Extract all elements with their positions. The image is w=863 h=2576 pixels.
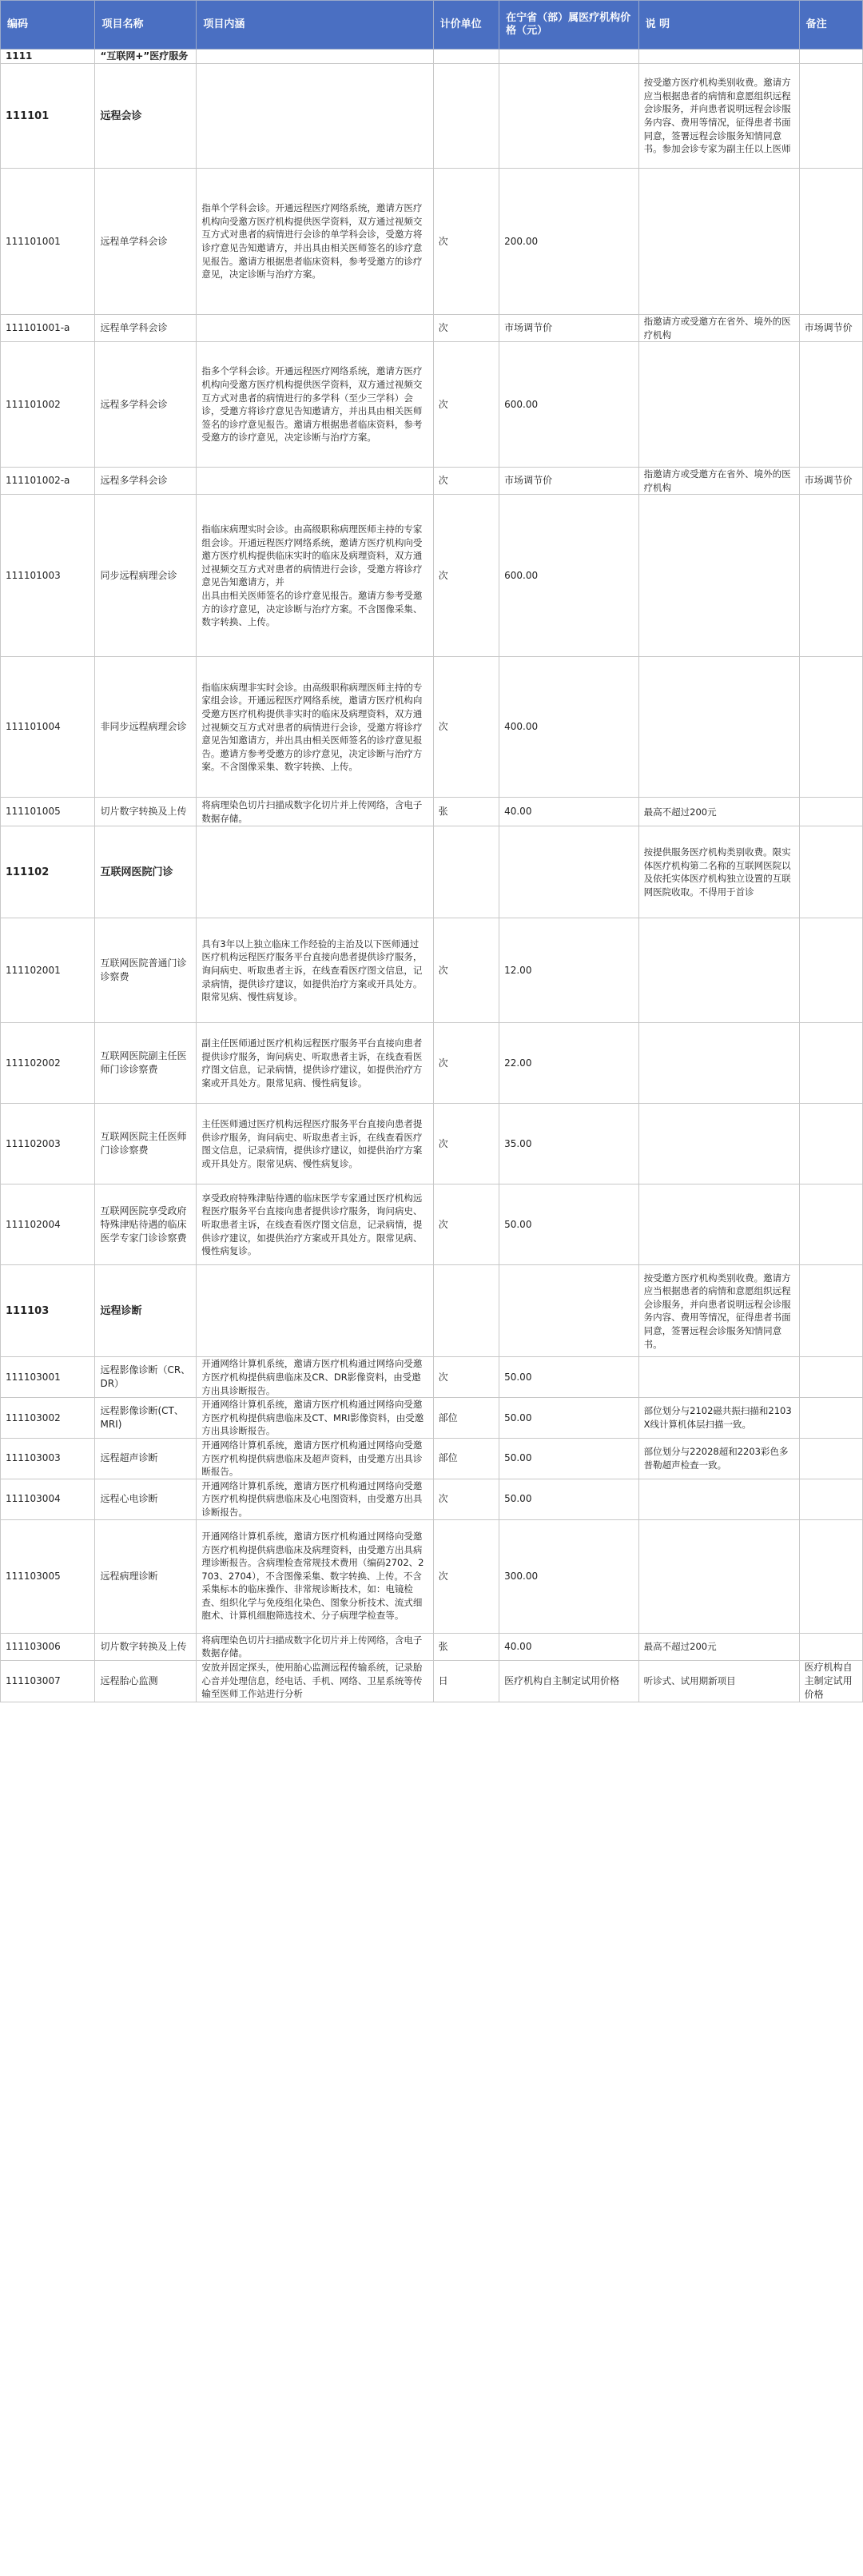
cell-unit: 次	[433, 1023, 499, 1104]
cell-price: 市场调节价	[499, 315, 639, 342]
table-row	[1, 1184, 863, 1265]
cell-unit	[433, 64, 499, 169]
cell-price	[499, 50, 639, 64]
cell-remark	[799, 1398, 862, 1439]
cell-content: 开通网络计算机系统，邀请方医疗机构通过网络向受邀方医疗机构提供病患临床及病理资料，由受邀方出具病理诊断报告。含病理检查常规技术费用（编码2702、2703、2704），不含图像采集、数字转换、上传。不含采集标本的临床操作、非常规诊断技术，如：电镜检查、组织化学与免疫组化染色、图象分析技术、流式细胞术、计算机细胞筛选技术、分子病理学检查等。	[197, 1519, 433, 1633]
cell-remark	[799, 826, 862, 918]
header-unit: 计价单位	[433, 1, 499, 50]
cell-name: 远程影像诊断（CR、DR）	[95, 1357, 197, 1398]
cell-content: 开通网络计算机系统，邀请方医疗机构通过网络向受邀方医疗机构提供病患临床及心电图资料，由受邀方出具诊断报告。	[197, 1479, 433, 1519]
cell-price	[499, 826, 639, 918]
cell-desc: 部位划分与2102磁共振扫描和2103X线计算机体层扫描一致。	[638, 1398, 799, 1439]
cell-code: 111102002	[1, 1023, 95, 1104]
cell-content	[197, 315, 433, 342]
cell-code: 111101004	[1, 657, 95, 798]
table-row	[1, 342, 863, 468]
cell-name: 远程影像诊断(CT、MRI)	[95, 1398, 197, 1439]
cell-code: 111101001-a	[1, 315, 95, 342]
cell-name: 远程超声诊断	[95, 1438, 197, 1479]
cell-remark	[799, 918, 862, 1023]
cell-remark	[799, 342, 862, 468]
table-row	[1, 798, 863, 826]
cell-unit: 次	[433, 495, 499, 657]
cell-desc	[638, 1479, 799, 1519]
cell-name: 同步远程病理会诊	[95, 495, 197, 657]
table-row	[1, 468, 863, 495]
cell-code: 111103001	[1, 1357, 95, 1398]
cell-code: 111102	[1, 826, 95, 918]
cell-content: 具有3年以上独立临床工作经验的主治及以下医师通过医疗机构远程医疗服务平台直接向患者提供诊疗服务，询问病史、听取患者主诉，在线查看医疗图文信息，记录病情，提供诊疗建议，如提供治疗方案或开具处方。限常见病、慢性病复诊。	[197, 918, 433, 1023]
table-row	[1, 1633, 863, 1660]
cell-content: 指临床病理实时会诊。由高级职称病理医师主持的专家组会诊。开通远程医疗网络系统，邀请方医疗机构向受邀方医疗机构提供临床实时的临床及病理资料，双方通过视频交互方式对患者的病情进行会诊，受邀方将诊疗意见告知邀请方，并 出具由相关医师签名的诊疗意见报告。邀请方参考受邀方的诊疗意见，决定诊断与治疗方案。不含图像采集、数字转换、上传。	[197, 495, 433, 657]
cell-code: 111101005	[1, 798, 95, 826]
cell-unit: 次	[433, 468, 499, 495]
cell-remark	[799, 50, 862, 64]
cell-content: 开通网络计算机系统，邀请方医疗机构通过网络向受邀方医疗机构提供病患临床及CT、MRI影像资料，由受邀方出具诊断报告。	[197, 1398, 433, 1439]
cell-desc	[638, 657, 799, 798]
table-row	[1, 1660, 863, 1702]
cell-desc	[638, 169, 799, 315]
table-row	[1, 1438, 863, 1479]
cell-name: 非同步远程病理会诊	[95, 657, 197, 798]
header-desc: 说 明	[638, 1, 799, 50]
cell-desc: 按受邀方医疗机构类别收费。邀请方应当根据患者的病情和意愿组织远程会诊服务，并向患者说明远程会诊服务内容、费用等情况，征得患者书面同意，签署远程会诊服务知情同意书。	[638, 1265, 799, 1357]
cell-remark	[799, 1184, 862, 1265]
table-row	[1, 657, 863, 798]
cell-unit	[433, 826, 499, 918]
cell-name: 远程单学科会诊	[95, 315, 197, 342]
cell-price	[499, 64, 639, 169]
cell-name: 远程病理诊断	[95, 1519, 197, 1633]
cell-content: 开通网络计算机系统，邀请方医疗机构通过网络向受邀方医疗机构提供病患临床及超声资料，由受邀方出具诊断报告。	[197, 1438, 433, 1479]
cell-unit: 次	[433, 315, 499, 342]
cell-code: 111103005	[1, 1519, 95, 1633]
table-row	[1, 169, 863, 315]
cell-price: 22.00	[499, 1023, 639, 1104]
cell-name: 远程心电诊断	[95, 1479, 197, 1519]
cell-name: 远程诊断	[95, 1265, 197, 1357]
cell-price: 400.00	[499, 657, 639, 798]
cell-unit: 次	[433, 1104, 499, 1184]
cell-remark	[799, 1265, 862, 1357]
cell-price: 市场调节价	[499, 468, 639, 495]
cell-unit: 次	[433, 918, 499, 1023]
cell-unit: 次	[433, 1519, 499, 1633]
category-row	[1, 1265, 863, 1357]
cell-code: 111102003	[1, 1104, 95, 1184]
cell-unit: 次	[433, 169, 499, 315]
table-header-row	[1, 1, 863, 50]
table-row	[1, 495, 863, 657]
cell-code: 111103004	[1, 1479, 95, 1519]
table-row	[1, 315, 863, 342]
cell-price: 50.00	[499, 1184, 639, 1265]
cell-desc: 按受邀方医疗机构类别收费。邀请方应当根据患者的病情和意愿组织远程会诊服务，并向患者说明远程会诊服务内容、费用等情况，征得患者书面同意，签署远程会诊服务知情同意书。参加会诊专家为副主任以上医师	[638, 64, 799, 169]
header-code: 编码	[1, 1, 95, 50]
cell-content: 副主任医师通过医疗机构远程医疗服务平台直接向患者提供诊疗服务，询问病史、听取患者主诉，在线查看医疗图文信息，记录病情，提供诊疗建议，如提供治疗方案或开具处方。限常见病、慢性病复诊。	[197, 1023, 433, 1104]
cell-desc: 部位划分与22028超和2203彩色多普勒超声检查一致。	[638, 1438, 799, 1479]
category-row	[1, 826, 863, 918]
cell-desc	[638, 1104, 799, 1184]
table-row	[1, 1398, 863, 1439]
cell-unit: 张	[433, 798, 499, 826]
cell-remark: 市场调节价	[799, 315, 862, 342]
section-row	[1, 50, 863, 64]
cell-content: 主任医师通过医疗机构远程医疗服务平台直接向患者提供诊疗服务，询问病史、听取患者主诉，在线查看医疗图文信息，记录病情，提供诊疗建议，如提供治疗方案或开具处方。限常见病、慢性病复诊。	[197, 1104, 433, 1184]
cell-code: 111103002	[1, 1398, 95, 1439]
cell-name: 互联网医院享受政府特殊津贴待遇的临床医学专家门诊诊察费	[95, 1184, 197, 1265]
cell-remark	[799, 1357, 862, 1398]
cell-name: 切片数字转换及上传	[95, 1633, 197, 1660]
cell-remark	[799, 1519, 862, 1633]
cell-name: “互联网+”医疗服务	[95, 50, 197, 64]
header-content: 项目内涵	[197, 1, 433, 50]
cell-code: 111103006	[1, 1633, 95, 1660]
cell-name: 远程胎心监测	[95, 1660, 197, 1702]
cell-remark	[799, 798, 862, 826]
cell-price: 200.00	[499, 169, 639, 315]
table-body	[1, 50, 863, 1702]
cell-unit: 次	[433, 657, 499, 798]
cell-unit: 次	[433, 1357, 499, 1398]
cell-unit	[433, 50, 499, 64]
cell-name: 远程单学科会诊	[95, 169, 197, 315]
cell-desc	[638, 50, 799, 64]
cell-name: 切片数字转换及上传	[95, 798, 197, 826]
cell-code: 111101001	[1, 169, 95, 315]
cell-name: 互联网医院副主任医师门诊诊察费	[95, 1023, 197, 1104]
cell-remark	[799, 1633, 862, 1660]
table-row	[1, 918, 863, 1023]
cell-unit	[433, 1265, 499, 1357]
cell-remark	[799, 1479, 862, 1519]
table-row	[1, 1023, 863, 1104]
cell-price: 600.00	[499, 342, 639, 468]
cell-desc: 最高不超过200元	[638, 798, 799, 826]
cell-code: 111103	[1, 1265, 95, 1357]
cell-code: 111101003	[1, 495, 95, 657]
table-row	[1, 1357, 863, 1398]
cell-desc	[638, 1519, 799, 1633]
cell-name: 远程多学科会诊	[95, 342, 197, 468]
cell-content	[197, 1265, 433, 1357]
cell-content: 开通网络计算机系统，邀请方医疗机构通过网络向受邀方医疗机构提供病患临床及CR、DR影像资料，由受邀方出具诊断报告。	[197, 1357, 433, 1398]
cell-unit: 部位	[433, 1438, 499, 1479]
cell-code: 111103007	[1, 1660, 95, 1702]
cell-unit: 次	[433, 342, 499, 468]
cell-code: 111102001	[1, 918, 95, 1023]
cell-content	[197, 50, 433, 64]
table-row	[1, 1519, 863, 1633]
cell-price: 12.00	[499, 918, 639, 1023]
cell-price: 50.00	[499, 1479, 639, 1519]
cell-remark: 市场调节价	[799, 468, 862, 495]
cell-desc: 指邀请方或受邀方在省外、境外的医疗机构	[638, 315, 799, 342]
cell-content	[197, 468, 433, 495]
cell-name: 远程会诊	[95, 64, 197, 169]
cell-unit: 次	[433, 1479, 499, 1519]
cell-remark	[799, 64, 862, 169]
cell-remark	[799, 1438, 862, 1479]
cell-code: 111103003	[1, 1438, 95, 1479]
cell-unit: 部位	[433, 1398, 499, 1439]
cell-code: 111102004	[1, 1184, 95, 1265]
cell-price: 40.00	[499, 1633, 639, 1660]
cell-content: 将病理染色切片扫描成数字化切片并上传网络，含电子数据存储。	[197, 1633, 433, 1660]
cell-remark	[799, 657, 862, 798]
cell-price: 50.00	[499, 1398, 639, 1439]
cell-desc	[638, 1184, 799, 1265]
cell-code: 111101002	[1, 342, 95, 468]
header-price: 在宁省（部）属医疗机构价格（元）	[499, 1, 639, 50]
cell-price: 600.00	[499, 495, 639, 657]
cell-remark: 医疗机构自主制定试用价格	[799, 1660, 862, 1702]
cell-content: 指临床病理非实时会诊。由高级职称病理医师主持的专家组会诊。开通远程医疗网络系统，邀请方医疗机构向受邀方医疗机构提供非实时的临床及病理资料，双方通过视频交互方式对患者的病情进行会诊，受邀方将诊疗意见告知邀请方，并出具由相关医师签名的诊疗意见报告。邀请方参考受邀方的诊疗意见，决定诊断与治疗方案。不含图像采集、数字转换、上传。	[197, 657, 433, 798]
header-remark: 备注	[799, 1, 862, 50]
cell-price: 医疗机构自主制定试用价格	[499, 1660, 639, 1702]
cell-unit: 次	[433, 1184, 499, 1265]
cell-content	[197, 64, 433, 169]
cell-name: 远程多学科会诊	[95, 468, 197, 495]
cell-name: 互联网医院普通门诊诊察费	[95, 918, 197, 1023]
cell-remark	[799, 1104, 862, 1184]
cell-content: 安放并固定探头，使用胎心监测远程传输系统，记录胎心音并处理信息，经电话、手机、网络、卫星系统等传输至医师工作站进行分析	[197, 1660, 433, 1702]
cell-content	[197, 826, 433, 918]
cell-name: 互联网医院门诊	[95, 826, 197, 918]
cell-desc	[638, 1357, 799, 1398]
cell-content: 将病理染色切片扫描成数字化切片并上传网络，含电子数据存储。	[197, 798, 433, 826]
cell-desc: 听诊式、试用期新项目	[638, 1660, 799, 1702]
cell-price: 40.00	[499, 798, 639, 826]
cell-price: 35.00	[499, 1104, 639, 1184]
cell-desc	[638, 918, 799, 1023]
cell-desc	[638, 342, 799, 468]
cell-price: 50.00	[499, 1438, 639, 1479]
table-row	[1, 1104, 863, 1184]
cell-price: 50.00	[499, 1357, 639, 1398]
cell-unit: 张	[433, 1633, 499, 1660]
cell-remark	[799, 495, 862, 657]
cell-code: 111101	[1, 64, 95, 169]
cell-remark	[799, 169, 862, 315]
cell-content: 指单个学科会诊。开通远程医疗网络系统，邀请方医疗机构向受邀方医疗机构提供医学资料，双方通过视频交互方式对患者的病情进行会诊的单学科会诊，受邀方将诊疗意见告知邀请方，并出具由相关医师签名的诊疗意见报告。邀请方根据患者临床资料，参考受邀方的诊疗意见，决定诊断与治疗方案。	[197, 169, 433, 315]
cell-content: 指多个学科会诊。开通远程医疗网络系统，邀请方医疗机构向受邀方医疗机构提供医学资料，双方通过视频交互方式对患者的病情进行的多学科（至少三学科）会诊，受邀方将诊疗意见告知邀请方，并出具由相关医师签名的诊疗意见报告。邀请方根据患者临床资料，参考受邀方的诊疗意见，决定诊断与治疗方案。	[197, 342, 433, 468]
header-name: 项目名称	[95, 1, 197, 50]
cell-price	[499, 1265, 639, 1357]
cell-desc: 指邀请方或受邀方在省外、境外的医疗机构	[638, 468, 799, 495]
cell-desc: 按提供服务医疗机构类别收费。限实体医疗机构第二名称的互联网医院以及依托实体医疗机构独立设置的互联网医院收取。不得用于首诊	[638, 826, 799, 918]
cell-remark	[799, 1023, 862, 1104]
cell-code: 111101002-a	[1, 468, 95, 495]
cell-desc	[638, 495, 799, 657]
cell-name: 互联网医院主任医师门诊诊察费	[95, 1104, 197, 1184]
table-row	[1, 1479, 863, 1519]
cell-unit: 日	[433, 1660, 499, 1702]
cell-price: 300.00	[499, 1519, 639, 1633]
cell-code: 1111	[1, 50, 95, 64]
cell-desc	[638, 1023, 799, 1104]
cell-desc: 最高不超过200元	[638, 1633, 799, 1660]
cell-content: 享受政府特殊津贴待遇的临床医学专家通过医疗机构远程医疗服务平台直接向患者提供诊疗服务，询问病史、听取患者主诉，在线查看医疗图文信息，记录病情，提供诊疗建议，如提供治疗方案或开具处方。限常见病、慢性病复诊。	[197, 1184, 433, 1265]
category-row	[1, 64, 863, 169]
